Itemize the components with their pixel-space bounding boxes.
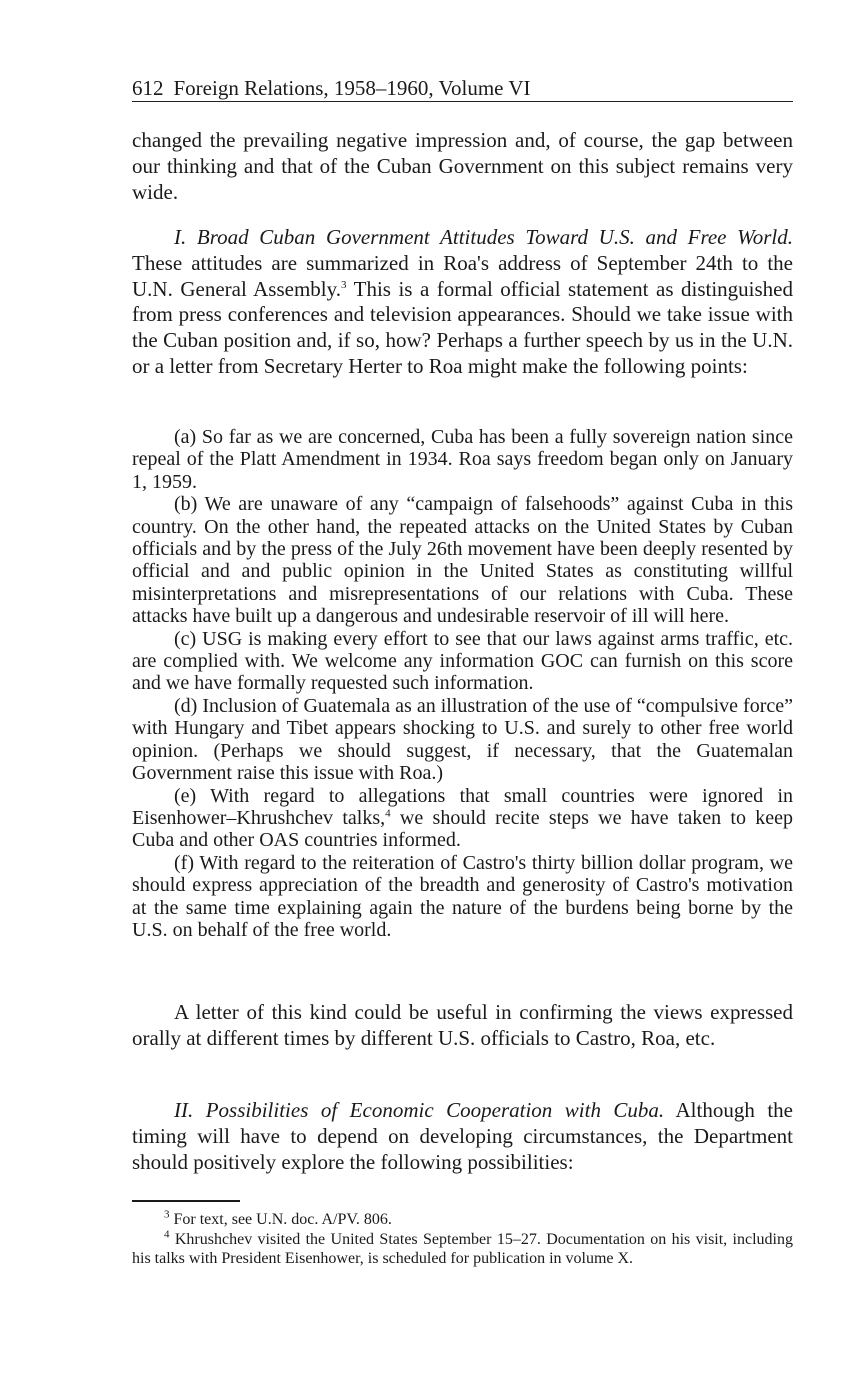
letter-paragraph: A letter of this kind could be useful in confirming the views expressed orally at different times by different U.S. officials to Castro, Roa, etc. — [132, 1000, 793, 1050]
footnote-divider — [132, 1200, 240, 1202]
section-2-heading: II. Possibilities of Economic Cooperation with Cuba. — [174, 1098, 665, 1122]
section-1-text: These attitudes are summarized in Roa's address of September 24th to the U.N. General Assembly. — [132, 250, 793, 301]
footnote-3-number: 3 — [164, 1208, 170, 1221]
point-f: (f) With regard to the reiteration of Castro's thirty billion dollar program, we should express appreciation of the breadth and generosity of Castro's motivation at the same time explaining again the nature of the burdens being borne by the U.S. on behalf of the free world. — [132, 851, 793, 941]
footnote-3 — [132, 1210, 793, 1230]
footnote-4-text: Khrushchev visited the United States September 15–27. Documentation on his visit, including his talks with President Eisenhower, is scheduled for publication in volume X. — [132, 1230, 793, 1267]
point-d: (d) Inclusion of Guatemala as an illustration of the use of “compulsive force” with Hungary and Tibet appears shocking to U.S. and surely to other free world opinion. (Perhaps we should suggest, if necessary, that the Guatemalan Government raise this issue with Roa.) — [132, 694, 793, 785]
footnote-3-text: For text, see U.N. doc. A/PV. 806. — [173, 1211, 392, 1228]
continuation-paragraph: changed the prevailing negative impression and, of course, the gap between our thinking and that of the Cuban Government on this subject remains very wide. — [132, 128, 793, 204]
point-c: (c) USG is making every effort to see that our laws against arms traffic, etc. are complied with. We welcome any information GOC can furnish on this score and we have formally requested such information. — [132, 627, 793, 695]
point-e — [132, 785, 793, 852]
continuation-block — [132, 128, 793, 205]
page-number: 612 — [132, 76, 164, 100]
volume-title: Foreign Relations, 1958–1960, Volume VI — [173, 76, 531, 100]
point-e-text-continued: we should recite steps we have taken to keep Cuba and other OAS countries informed. — [132, 806, 794, 852]
footnote-4 — [132, 1230, 793, 1269]
section-1-heading: I. Broad Cuban Government Attitudes Toward U.S. and Free World. — [174, 225, 793, 249]
section-1 — [132, 225, 793, 380]
section-1-text-continued: This is a formal official statement as distinguished from press conferences and television appearances. Should we take issue with the Cuban position and, if so, how? Perhaps a further speech by us in the U.N. or a letter from Secretary Herter to Roa might make the following points: — [132, 276, 793, 378]
footnote-4-number: 4 — [164, 1228, 170, 1241]
section-2-text: Although the timing will have to depend on developing circumstances, the Department should positively explore the following possibilities: — [132, 1098, 793, 1174]
section-2 — [132, 1098, 793, 1175]
point-a: (a) So far as we are concerned, Cuba has been a fully sovereign nation since repeal of the Platt Amendment in 1934. Roa says freedom began only on January 1, 1959. — [132, 426, 793, 493]
footnotes — [132, 1210, 793, 1269]
footnote-ref-4[interactable]: 4 — [385, 807, 391, 820]
section-1-paragraph — [132, 225, 793, 380]
point-e-text: (e) With regard to allegations that small countries were ignored in Eisenhower–Khrushchev talks, — [132, 784, 793, 829]
points-list — [132, 426, 793, 941]
letter-block — [132, 1000, 793, 1052]
section-2-paragraph — [132, 1098, 793, 1175]
running-header — [132, 74, 793, 102]
point-b: (b) We are unaware of any “campaign of falsehoods” against Cuba in this country. On the other hand, the repeated attacks on the United States by Cuban officials and by the press of the July 26th movement have been deeply resented by official and and public opinion in the United States as constituting willful misinterpretations and misrepresentations of our relations with Cuba. These attacks have built up a dangerous and undesirable reservoir of ill will here. — [132, 493, 793, 628]
footnote-ref-3[interactable]: 3 — [341, 278, 347, 291]
